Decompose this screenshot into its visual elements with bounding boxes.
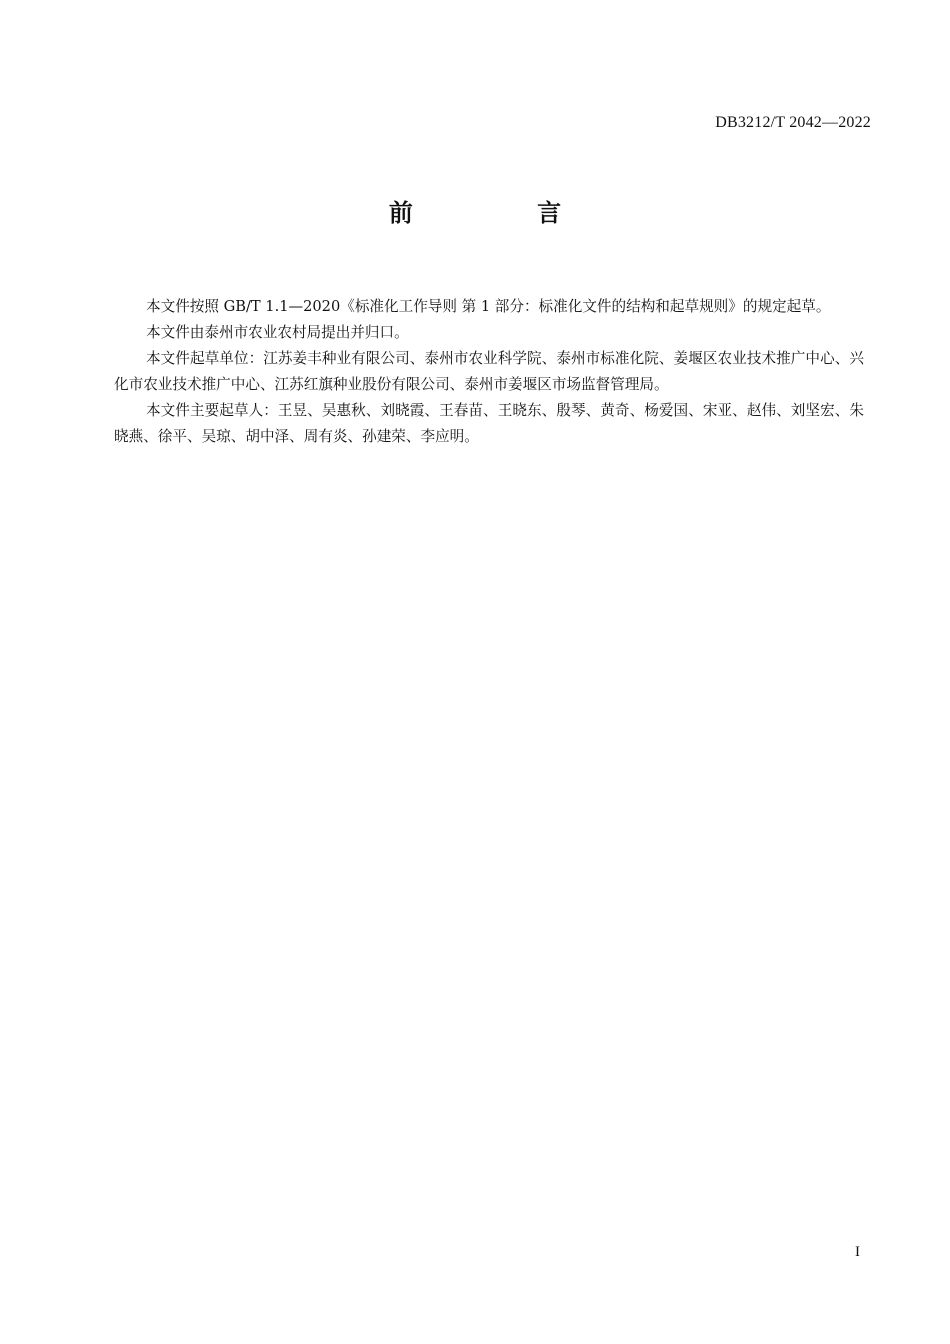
page-number: I — [855, 1244, 860, 1260]
foreword-body — [114, 294, 864, 450]
page-title: 前 言 — [388, 199, 620, 227]
paragraph-drafting-units: 本文件起草单位：江苏姜丰种业有限公司、泰州市农业科学院、泰州市标准化院、姜堰区农业技术推广中心、兴化市农业技术推广中心、江苏红旗种业股份有限公司、泰州市姜堰区市场监督管理局。 — [114, 350, 864, 393]
paragraph-proposer: 本文件由泰州市农业农村局提出并归口。 — [146, 324, 409, 341]
paragraph-drafting-rules: 本文件按照 GB/T 1.1—2020《标准化工作导则 第 1 部分：标准化文件的结构和起草规则》的规定起草。 — [146, 298, 831, 315]
paragraph-drafters: 本文件主要起草人：王昱、吴惠秋、刘晓霞、王春苗、王晓东、殷琴、黄奇、杨爱国、宋亚、赵伟、刘坚宏、朱晓燕、徐平、吴琼、胡中泽、周有炎、孙建荣、李应明。 — [114, 402, 864, 445]
document-code: DB3212/T 2042—2022 — [715, 114, 871, 131]
